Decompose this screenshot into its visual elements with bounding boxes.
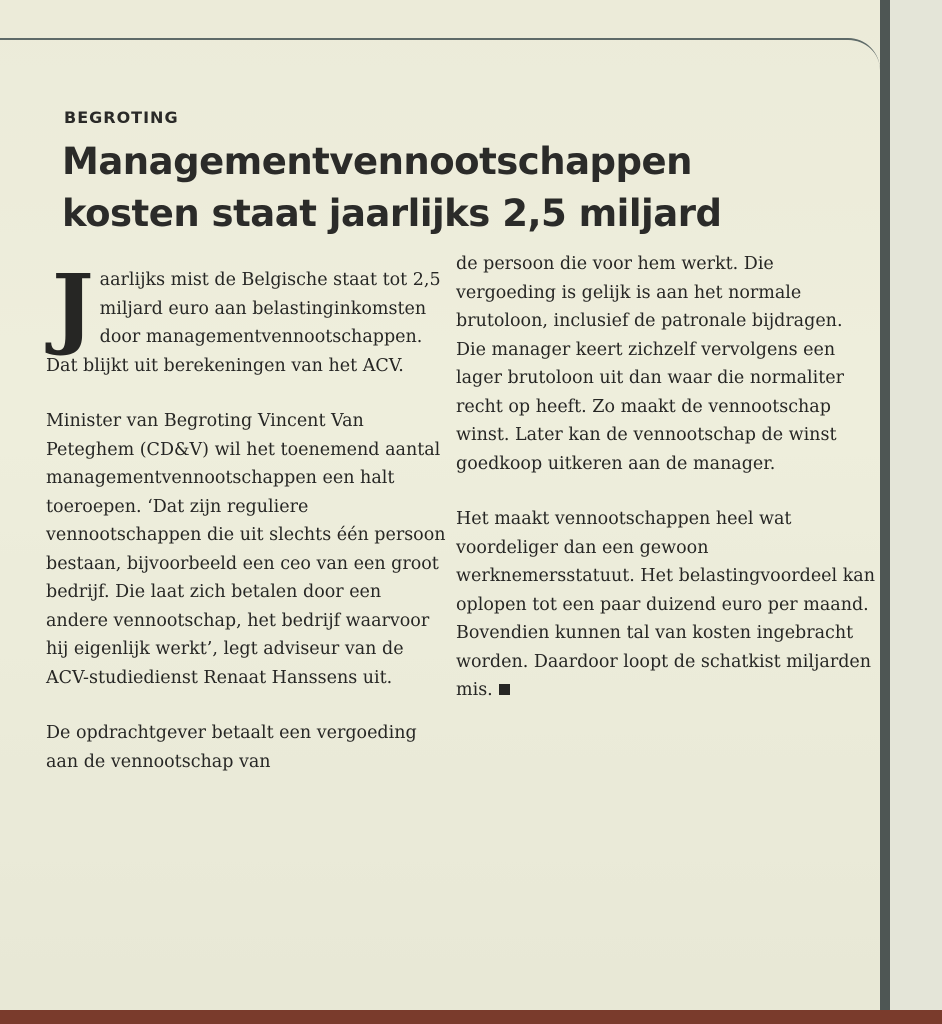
article-paragraph: de persoon die voor hem werkt. Die vergoeding is gelijk is aan het normale brutoloon, inclusief de patronale bijdragen. Die manager keert zichzelf vervolgens een lager brutoloon uit dan waar die normaliter recht op heeft. Zo maakt de vennootschap winst. Later kan de vennootschap de winst goedkoop uitkeren aan de manager. — [456, 254, 844, 474]
next-page-edge — [890, 0, 942, 1010]
page-fold-line — [0, 38, 880, 70]
article-headline: Managementvennootschappen kosten staat jaarlijks 2,5 miljard — [62, 140, 722, 235]
article-paragraph: Minister van Begroting Vincent Van Peteghem (CD&V) wil het toenemend aantal managementvennootschappen een halt toeroepen. ‘Dat zijn reguliere vennootschappen die uit slechts één persoon bestaan, bijvoorbeeld een ceo van een groot bedrijf. Die laat zich betalen door een andere vennootschap, het bedrijf waarvoor hij eigenlijk werkt’, legt adviseur van de ACV-studiedienst Renaat Hanssens uit. — [46, 411, 446, 688]
drop-cap: J — [52, 254, 94, 358]
article-paragraph: Jaarlijks mist de Belgische staat tot 2,5 miljard euro aan belastinginkomsten door managementvennootschappen. Dat blijkt uit berekeningen van het ACV. — [46, 254, 441, 376]
end-of-article-mark — [499, 684, 510, 695]
section-label: BEGROTING — [64, 108, 179, 127]
article-column-left — [46, 254, 446, 803]
article-paragraph: Het maakt vennootschappen heel wat voordeliger dan een gewoon werknemersstatuut. Het belastingvoordeel kan oplopen tot een paar duizend euro per maand. Bovendien kunnen tal van kosten ingebracht worden. Daardoor loopt de schatkist miljarden mis. — [456, 509, 876, 700]
binding-spine — [880, 0, 890, 1010]
article-paragraph: De opdrachtgever betaalt een vergoeding aan de vennootschap van — [46, 723, 417, 772]
table-surface — [0, 1010, 942, 1024]
article-column-right — [456, 250, 876, 732]
